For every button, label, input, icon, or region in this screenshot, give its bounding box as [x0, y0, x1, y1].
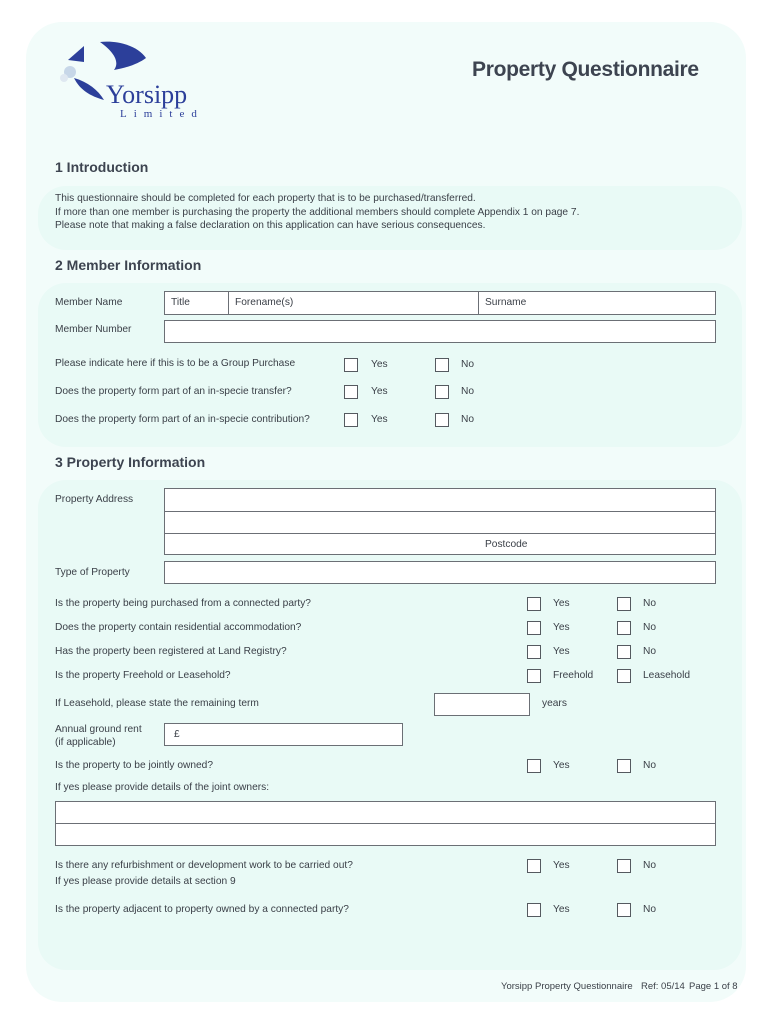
intro-text	[55, 192, 579, 233]
yes-label: Yes	[371, 359, 388, 370]
in-specie-transfer-no-checkbox[interactable]	[435, 385, 449, 399]
property-address-field[interactable]	[164, 488, 716, 555]
yes-label: Yes	[553, 622, 570, 633]
yes-label: Yes	[553, 598, 570, 609]
residential-yes-checkbox[interactable]	[527, 621, 541, 635]
no-label: No	[643, 598, 657, 609]
field-divider	[228, 292, 229, 314]
group-purchase-yes-checkbox[interactable]	[344, 358, 358, 372]
footer-page-number: Page 1 of 8	[689, 981, 738, 992]
refurbishment-no-checkbox[interactable]	[617, 859, 631, 873]
in-specie-contribution-yes-checkbox[interactable]	[344, 413, 358, 427]
address-line-divider	[165, 533, 715, 534]
land-registry-yes-checkbox[interactable]	[527, 645, 541, 659]
land-registry-no-checkbox[interactable]	[617, 645, 631, 659]
member-name-field[interactable]	[164, 291, 716, 315]
joint-ownership-no-checkbox[interactable]	[617, 759, 631, 773]
page-title: Property Questionnaire	[472, 58, 699, 81]
connected-party-yes-checkbox[interactable]	[527, 597, 541, 611]
currency-symbol: £	[174, 729, 180, 740]
freehold-label: Freehold	[553, 670, 594, 681]
no-label: No	[643, 622, 657, 633]
connected-party-no-checkbox[interactable]	[617, 597, 631, 611]
property-type-field[interactable]	[164, 561, 716, 584]
leasehold-term-label: If Leasehold, please state the remaining term	[55, 698, 259, 709]
years-label: years	[542, 698, 567, 709]
no-label: No	[643, 760, 657, 771]
no-label: No	[643, 646, 657, 657]
group-purchase-no-checkbox[interactable]	[435, 358, 449, 372]
title-label: Title	[171, 297, 190, 308]
no-label: No	[461, 414, 475, 425]
member-number-label: Member Number	[55, 324, 132, 335]
adjacent-property-no-checkbox[interactable]	[617, 903, 631, 917]
no-label: No	[461, 359, 475, 370]
details-line-divider	[56, 823, 715, 824]
in-specie-transfer-yes-checkbox[interactable]	[344, 385, 358, 399]
logo-subtitle: Limited	[120, 108, 204, 120]
footer-ref: Ref: 05/14	[641, 981, 685, 992]
no-label: No	[461, 386, 475, 397]
ground-rent-sub-label: (if applicable)	[55, 737, 116, 748]
intro-line: Please note that making a false declaration on this application can have serious consequences.	[55, 220, 486, 231]
leasehold-label: Leasehold	[643, 670, 691, 681]
yes-label: Yes	[553, 646, 570, 657]
footer-doc-name: Yorsipp Property Questionnaire	[501, 981, 633, 992]
yes-label: Yes	[553, 904, 570, 915]
member-number-field[interactable]	[164, 320, 716, 343]
no-label: No	[643, 860, 657, 871]
property-heading: 3 Property Information	[55, 454, 206, 470]
yes-label: Yes	[371, 414, 388, 425]
land-registry-question: Has the property been registered at Land Registry?	[55, 646, 287, 657]
residential-question: Does the property contain residential accommodation?	[55, 622, 302, 633]
freehold-checkbox[interactable]	[527, 669, 541, 683]
intro-line: This questionnaire should be completed for each property that is to be purchased/transferred.	[55, 193, 476, 204]
property-address-label: Property Address	[55, 494, 134, 505]
yes-label: Yes	[553, 760, 570, 771]
residential-no-checkbox[interactable]	[617, 621, 631, 635]
field-divider	[478, 292, 479, 314]
joint-ownership-question: Is the property to be jointly owned?	[55, 760, 214, 771]
refurbishment-yes-checkbox[interactable]	[527, 859, 541, 873]
yes-label: Yes	[371, 386, 388, 397]
ground-rent-label: Annual ground rent	[55, 724, 142, 735]
postcode-label: Postcode	[485, 539, 528, 550]
ground-rent-field[interactable]	[164, 723, 403, 746]
property-type-label: Type of Property	[55, 567, 130, 578]
logo-name: Yorsipp	[106, 80, 188, 109]
refurbishment-question: Is there any refurbishment or development work to be carried out?	[55, 860, 353, 871]
group-purchase-question: Please indicate here if this is to be a Group Purchase	[55, 358, 296, 369]
joint-owners-details-label: If yes please provide details of the joint owners:	[55, 782, 270, 793]
surname-label: Surname	[485, 297, 527, 308]
connected-party-question: Is the property being purchased from a connected party?	[55, 598, 311, 609]
joint-ownership-yes-checkbox[interactable]	[527, 759, 541, 773]
forename-label: Forename(s)	[235, 297, 294, 308]
yes-label: Yes	[553, 860, 570, 871]
intro-line: If more than one member is purchasing the property the additional members should complete Appendix 1 on page 7.	[55, 206, 580, 218]
in-specie-contribution-question: Does the property form part of an in-specie contribution?	[55, 414, 310, 425]
leasehold-term-field[interactable]	[434, 693, 530, 716]
member-name-label: Member Name	[55, 297, 123, 308]
leasehold-checkbox[interactable]	[617, 669, 631, 683]
in-specie-transfer-question: Does the property form part of an in-specie transfer?	[55, 386, 292, 397]
no-label: No	[643, 904, 657, 915]
joint-owners-details-field[interactable]	[55, 801, 716, 846]
member-heading: 2 Member Information	[55, 257, 202, 273]
refurbishment-sub-label: If yes please provide details at section 9	[55, 876, 236, 887]
adjacent-property-question: Is the property adjacent to property owned by a connected party?	[55, 904, 349, 915]
in-specie-contribution-no-checkbox[interactable]	[435, 413, 449, 427]
tenure-question: Is the property Freehold or Leasehold?	[55, 670, 231, 681]
address-line-divider	[165, 511, 715, 512]
adjacent-property-yes-checkbox[interactable]	[527, 903, 541, 917]
intro-heading: 1 Introduction	[55, 159, 149, 175]
